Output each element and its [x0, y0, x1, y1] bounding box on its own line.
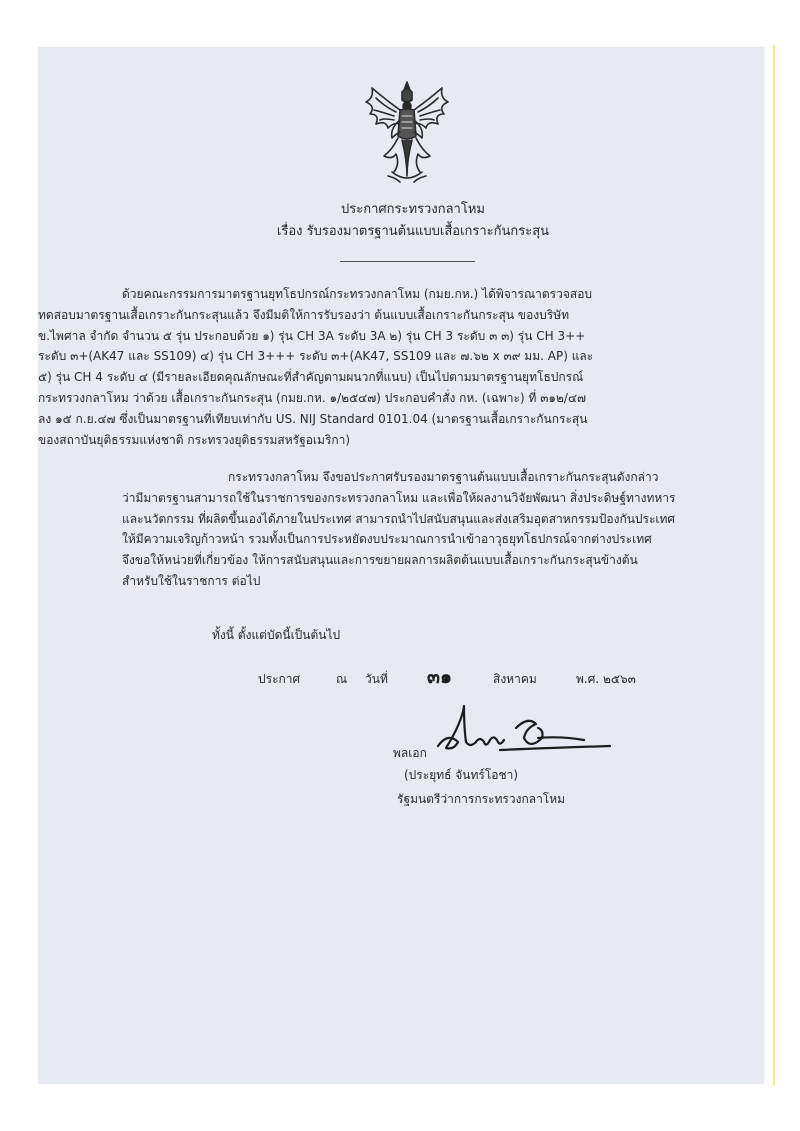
proclamation-date-label: วันที่	[365, 672, 388, 686]
heading-divider	[340, 261, 475, 262]
signatory-title: รัฐมนตรีว่าการกระทรวงกลาโหม	[397, 792, 566, 806]
paragraph-line: กระทรวงกลาโหม จึงขอประกาศรับรองมาตรฐานต้นแบบเสื้อเกราะกันกระสุนดังกล่าว	[228, 470, 659, 484]
garuda-emblem-icon	[362, 80, 452, 186]
signatory-name: (ประยุทธ์ จันทร์โอชา)	[404, 768, 519, 782]
paragraph-line: ของสถาบันยุติธรรมแห่งชาติ กระทรวงยุติธรรมสหรัฐอเมริกา)	[38, 432, 351, 447]
scanner-edge	[771, 0, 800, 1131]
signatory-rank: พลเอก	[393, 746, 427, 760]
paragraph-line: ลง ๑๕ ก.ย.๔๗ ซึ่งเป็นมาตรฐานที่เทียบเท่ากับ US. NIJ Standard 0101.04 (มาตรฐานเสื้อเกราะกันกระสุน	[38, 411, 588, 426]
proclamation-month: สิงหาคม	[493, 672, 537, 686]
document-heading: ประกาศกระทรวงกลาโหม	[341, 202, 485, 217]
paragraph-line: ทดสอบมาตรฐานเสื้อเกราะกันกระสุนแล้ว จึงมีมติให้การรับรองว่า ต้นแบบเสื้อเกราะกันกระสุน ของบริษัท	[38, 307, 570, 322]
handwritten-signature	[434, 702, 614, 764]
paragraph-line: ให้มีความเจริญก้าวหน้า รวมทั้งเป็นการประหยัดงบประมาณการนำเข้าอาวุธยุทโธปกรณ์จากต่างประเทศ	[122, 532, 652, 547]
paragraph-line: ด้วยคณะกรรมการมาตรฐานยุทโธปกรณ์กระทรวงกลาโหม (กมย.กห.) ได้พิจารณาตรวจสอบ	[122, 287, 593, 301]
paragraph-2	[122, 467, 675, 592]
proclamation-day-handwritten: ๓๑	[427, 666, 453, 688]
paragraph-line: ว่ามีมาตรฐานสามารถใช้ในราชการของกระทรวงกลาโหม และเพื่อให้ผลงานวิจัยพัฒนา สิ่งประดิษฐ์ทางทหาร	[122, 490, 676, 505]
paragraph-line: และนวัตกรรม ที่ผลิตขึ้นเองได้ภายในประเทศ สามารถนำไปสนับสนุนและส่งเสริมอุตสาหกรรมป้องกันประเทศ	[122, 511, 676, 526]
paragraph-line: ระดับ ๓+(AK47 และ SS109) ๔) รุ่น CH 3+++ ระดับ ๓+(AK47, SS109 และ ๗.๖๒ x ๓๙ มม. AP) และ	[38, 349, 594, 364]
paragraph-line: ข.ไพศาล จำกัด จำนวน ๕ รุ่น ประกอบด้วย ๑) รุ่น CH 3A ระดับ 3A ๒) รุ่น CH 3 ระดับ ๓ ๓) รุ่น CH 3++	[38, 328, 586, 343]
proclamation-label: ประกาศ	[258, 672, 301, 686]
document-subject: เรื่อง รับรองมาตรฐานต้นแบบเสื้อเกราะกันกระสุน	[276, 224, 550, 239]
proclamation-at: ณ	[336, 672, 348, 686]
closing-line: ทั้งนี้ ตั้งแต่บัดนี้เป็นต้นไป	[212, 628, 341, 642]
paragraph-line: ๕) รุ่น CH 4 ระดับ ๔ (มีรายละเอียดคุณลักษณะที่สำคัญตามผนวกที่แนบ) เป็นไปตามมาตรฐานยุทโธปกรณ์	[38, 370, 584, 385]
paragraph-line: กระทรวงกลาโหม ว่าด้วย เสื้อเกราะกันกระสุน (กมย.กห. ๑/๒๕๔๗) ประกอบคำสั่ง กห. (เฉพาะ) ที่ ๓๑๒/๔๗	[38, 390, 587, 405]
paragraph-line: สำหรับใช้ในราชการ ต่อไป	[122, 573, 261, 588]
proclamation-year: พ.ศ. ๒๕๖๓	[576, 672, 636, 686]
paragraph-line: จึงขอให้หน่วยที่เกี่ยวข้อง ให้การสนับสนุนและการขยายผลการผลิตต้นแบบเสื้อเกราะกันกระสุนข้างต้น	[122, 553, 638, 568]
paragraph-1	[38, 284, 594, 450]
